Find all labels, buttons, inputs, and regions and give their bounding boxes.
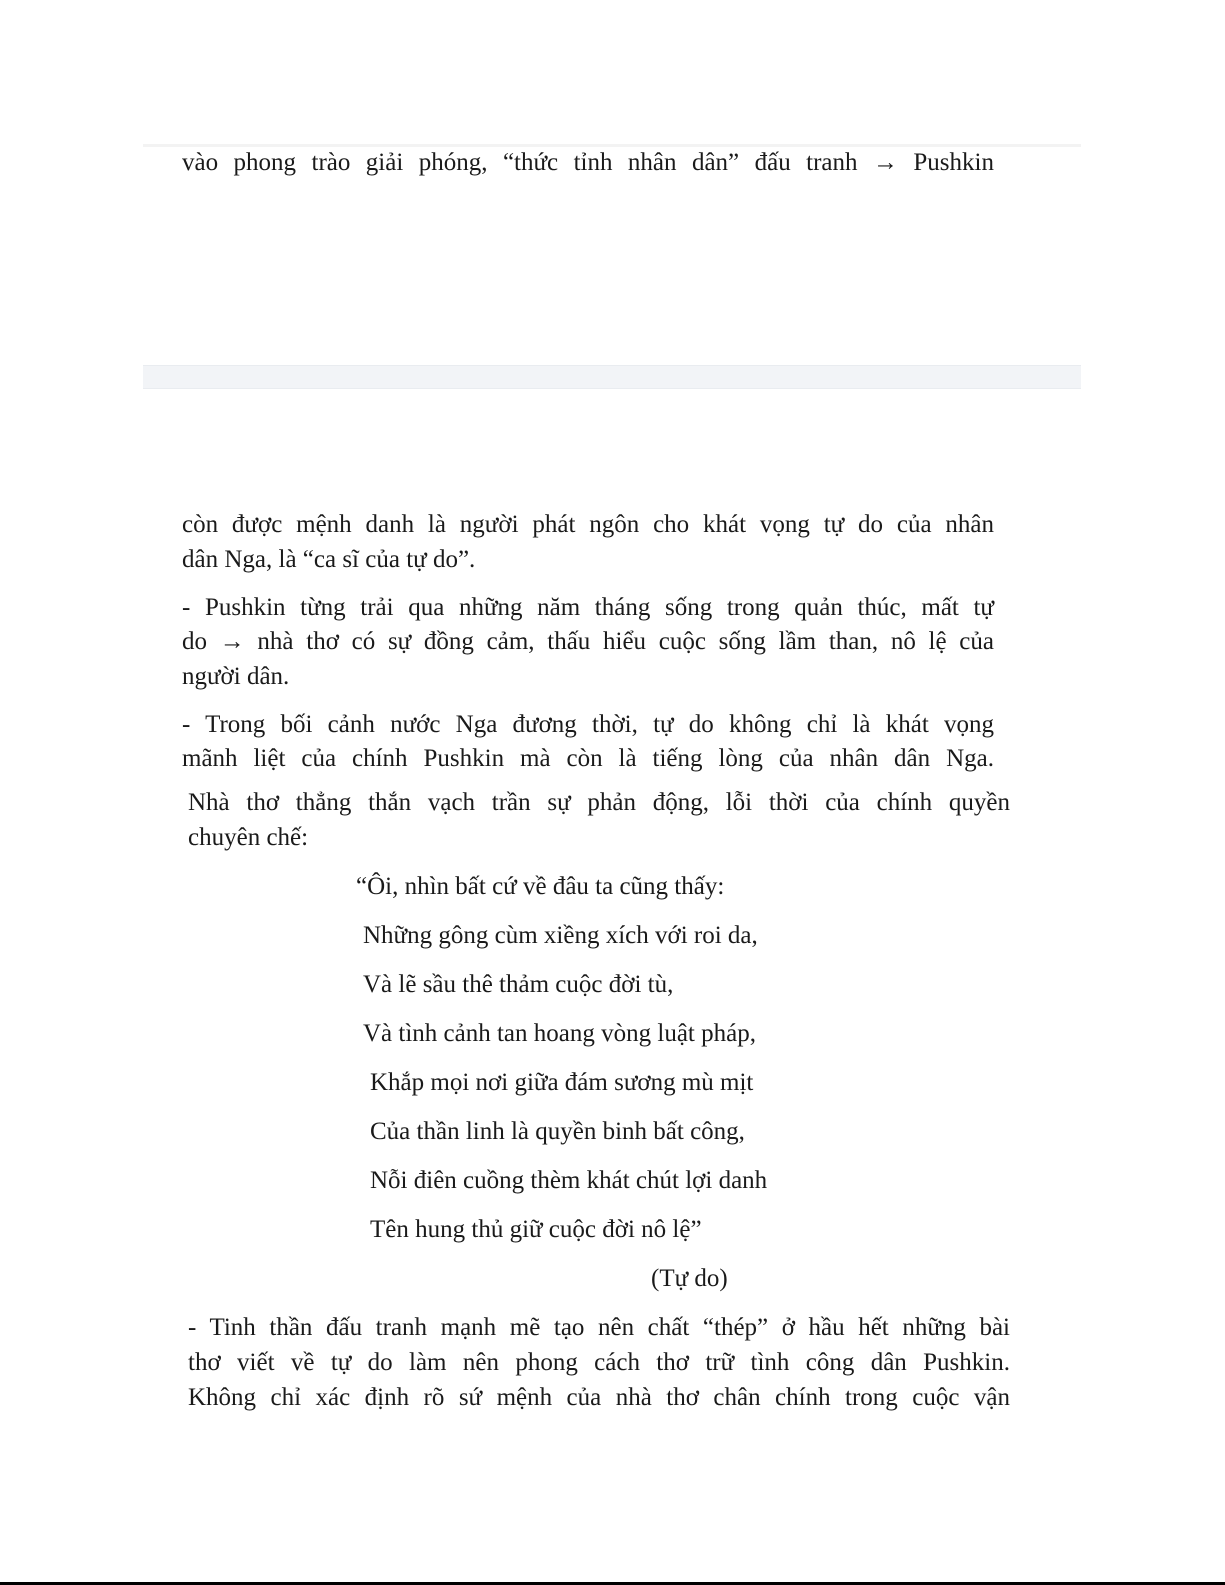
page-cut-edge: [143, 144, 1081, 147]
page-separator: [143, 365, 1081, 389]
poem-line: Và tình cảnh tan hoang vòng luật pháp,: [363, 1020, 756, 1047]
text-line: chuyên chế:: [188, 824, 309, 851]
text-line: mãnh liệt của chính Pushkin mà còn là tiếng lòng của nhân dân Nga.: [182, 745, 994, 772]
poem-line: Và lẽ sầu thê thảm cuộc đời tù,: [363, 971, 674, 998]
text-line: dân Nga, là “ca sĩ của tự do”.: [182, 546, 476, 573]
poem-line: Những gông cùm xiềng xích với roi da,: [363, 922, 758, 949]
poem-source: (Tự do): [651, 1265, 728, 1292]
poem-line: Tên hung thủ giữ cuộc đời nô lệ”: [370, 1216, 702, 1243]
page-1-text-line: vào phong trào giải phóng, “thức tỉnh nhân dân” đấu tranh → Pushkin: [182, 149, 994, 176]
text-line: người dân.: [182, 663, 290, 690]
text-line: Nhà thơ thẳng thắn vạch trần sự phản động, lỗi thời của chính quyền: [188, 789, 1010, 816]
text-line: do → nhà thơ có sự đồng cảm, thấu hiểu cuộc sống lầm than, nô lệ của: [182, 628, 994, 655]
text-line: - Tinh thần đấu tranh mạnh mẽ tạo nên chất “thép” ở hầu hết những bài: [188, 1314, 1010, 1341]
text-line: còn được mệnh danh là người phát ngôn cho khát vọng tự do của nhân: [182, 511, 994, 538]
poem-line: Của thần linh là quyền binh bất công,: [370, 1118, 745, 1145]
text-line: Không chỉ xác định rõ sứ mệnh của nhà thơ chân chính trong cuộc vận: [188, 1384, 1010, 1411]
poem-line: Nỗi điên cuồng thèm khát chút lợi danh: [370, 1167, 768, 1194]
text-line: - Trong bối cảnh nước Nga đương thời, tự do không chỉ là khát vọng: [182, 711, 994, 738]
text-line: - Pushkin từng trải qua những năm tháng sống trong quản thúc, mất tự: [182, 594, 994, 621]
poem-line: “Ôi, nhìn bất cứ về đâu ta cũng thấy:: [356, 873, 725, 900]
poem-line: Khắp mọi nơi giữa đám sương mù mịt: [370, 1069, 754, 1096]
text-line: thơ viết về tự do làm nên phong cách thơ trữ tình công dân Pushkin.: [188, 1349, 1010, 1376]
